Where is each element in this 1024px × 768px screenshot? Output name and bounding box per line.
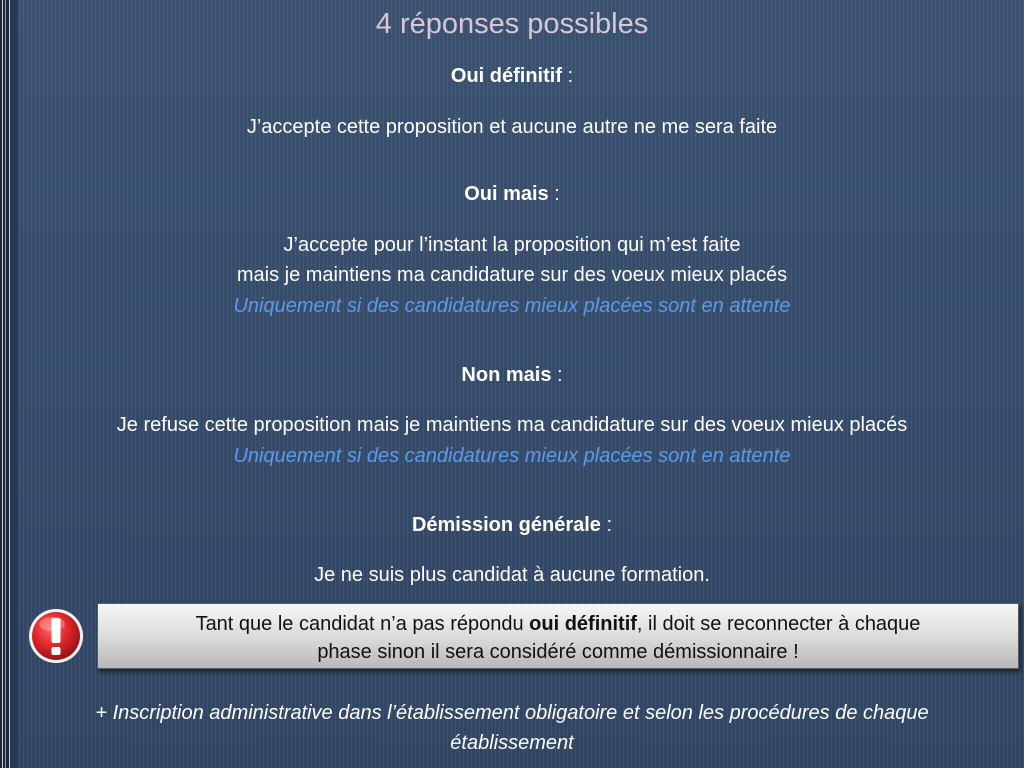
heading-text: Oui mais	[464, 183, 549, 205]
decorative-left-border	[0, 0, 18, 768]
section-text-demission-generale: Je ne suis plus candidat à aucune formation.	[314, 564, 710, 586]
section-text-oui-mais-line2: mais je maintiens ma candidature sur des voeux mieux placés	[236, 264, 788, 286]
heading-colon: :	[561, 65, 574, 87]
notice-line1	[98, 610, 1018, 638]
footer-line1: + Inscription administrative dans l’établissement obligatoire et selon les procédures de chaque	[95, 702, 929, 724]
section-heading-oui-definitif	[20, 64, 1004, 88]
heading-colon: :	[600, 514, 613, 536]
notice-box	[97, 603, 1019, 669]
section-heading-oui-mais	[20, 182, 1004, 206]
section-text-oui-mais-line1: J’accepte pour l’instant la proposition qui m’est faite	[283, 234, 741, 256]
section-note-non-mais: Uniquement si des candidatures mieux placées sont en attente	[233, 445, 791, 467]
footer-line2: établissement	[450, 732, 574, 754]
notice-text-part2: , il doit se reconnecter à chaque	[636, 613, 921, 635]
exclamation-warning-icon	[28, 608, 84, 664]
section-text-oui-definitif: J’accepte cette proposition et aucune autre ne me sera faite	[246, 116, 778, 138]
section-heading-non-mais	[20, 363, 1004, 387]
notice-line2: phase sinon il sera considéré comme démissionnaire !	[317, 641, 799, 663]
section-text-non-mais: Je refuse cette proposition mais je maintiens ma candidature sur des voeux mieux placés	[116, 414, 908, 436]
heading-text: Oui définitif	[450, 65, 562, 87]
heading-text: Non mais	[461, 364, 552, 386]
notice-text-bold: oui définitif	[529, 613, 637, 635]
section-note-oui-mais: Uniquement si des candidatures mieux placées sont en attente	[233, 295, 791, 317]
heading-colon: :	[548, 183, 560, 205]
page-title: 4 réponses possibles	[375, 8, 649, 40]
heading-text: Démission générale	[411, 514, 601, 536]
notice-text-part1: Tant que le candidat n’a pas répondu	[195, 613, 530, 635]
section-heading-demission-generale	[20, 513, 1004, 537]
heading-colon: :	[551, 364, 563, 386]
